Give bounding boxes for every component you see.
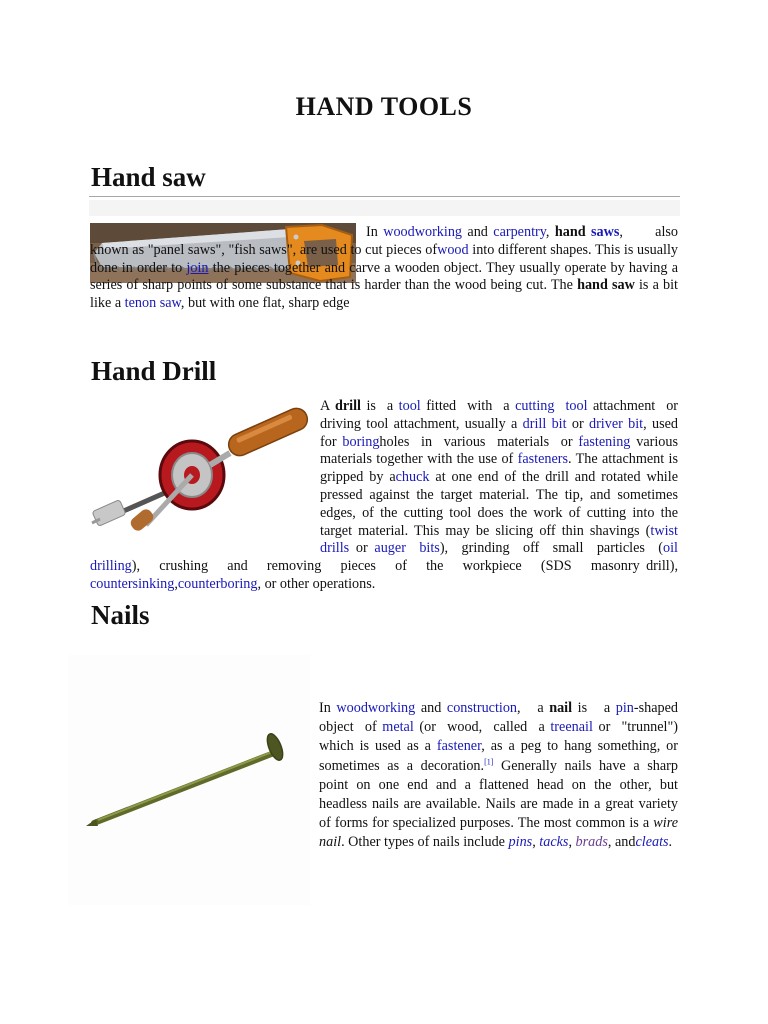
text: , used for (320, 415, 678, 450)
text: at one end of the drill and rotated while pressed against the target material. The tip, and sometimes edges, of the cutting tool does the work of cutting into the target material. This may be slicing off thin shavings ( (320, 469, 678, 539)
text: attachment or driving tool attachment, usually a (320, 398, 682, 432)
link-woodworking[interactable]: woodworking (336, 700, 416, 716)
italic-term: wire nail (319, 815, 678, 851)
text: . Other types of nails include (341, 834, 509, 851)
link-saws[interactable]: saws (590, 224, 620, 240)
text: the pieces together and carve a wooden object. They usually operate by having a series of sharp points of some substance that is harder than the wood being cut. The (90, 259, 678, 294)
link-treenail[interactable]: treenail (550, 719, 593, 736)
text: fitted with a (420, 398, 516, 414)
link-woodworking[interactable]: woodworking (383, 224, 463, 240)
text: is a (572, 700, 616, 716)
text: is a (360, 398, 399, 414)
text: . The attachment is gripped by a (320, 451, 678, 486)
text: In (366, 224, 384, 240)
text: Generally nails have a sharp point on one end and a flattened head on the other, but headless nails are available. Nails are made in a great variety of forms for specialized purposes. The most common is a (319, 757, 678, 832)
nail-image (68, 655, 310, 910)
link-fastening[interactable]: fastening (578, 433, 631, 450)
text: , a (517, 700, 550, 716)
link-chuck[interactable]: chuck (395, 469, 430, 486)
link-drill-bit[interactable]: drill bit (522, 415, 567, 432)
link-carpentry[interactable]: carpentry (493, 224, 546, 240)
link-wood[interactable]: wood (437, 241, 469, 258)
link-tacks[interactable]: tacks (539, 834, 569, 851)
link-auger-bits[interactable]: auger bits (374, 540, 440, 557)
link-twist-drills[interactable]: twist drills (320, 522, 678, 557)
text: holes in various materials or (379, 433, 579, 450)
link-counterboring[interactable]: counterboring (177, 575, 258, 592)
link-fasteners[interactable]: fasteners (517, 451, 569, 468)
text: , also known as "panel saws", "fish saws", are used to cut pieces of (90, 224, 682, 258)
text: . (668, 834, 673, 851)
link-pin[interactable]: pin (615, 700, 634, 716)
text: , and (607, 834, 636, 851)
text: (or wood, called a (413, 719, 551, 736)
text: is a bit like a (90, 277, 678, 312)
link-pins[interactable]: pins (508, 834, 533, 851)
bold-term: hand (554, 224, 591, 240)
text: , (568, 834, 576, 851)
section-heading-hand-saw: Hand saw (91, 162, 206, 192)
link-tool[interactable]: tool (398, 398, 421, 414)
text: , (174, 575, 178, 592)
link-cleats[interactable]: cleats (635, 834, 669, 851)
text: , but with one flat, sharp edge (180, 295, 350, 312)
link-oil-drilling[interactable]: oil drilling (90, 540, 678, 575)
text: ), crushing and removing pieces of the workpiece (SDS masonry drill), (131, 558, 682, 575)
text: -shaped object of (319, 700, 682, 736)
text: A (320, 398, 335, 414)
link-boring[interactable]: boring (342, 433, 380, 450)
section-divider (89, 196, 680, 197)
text: or (566, 415, 589, 432)
link-tenon-saw[interactable]: tenon saw (124, 295, 181, 312)
text: various materials together with the use of (320, 433, 678, 468)
bold-term: hand saw (577, 277, 635, 294)
section-heading-hand-drill: Hand Drill (91, 356, 217, 386)
link-join[interactable]: join (186, 259, 209, 276)
hand-saw-paragraph (90, 224, 682, 313)
link-brads[interactable]: brads (575, 834, 608, 851)
citation-link[interactable]: [1] (484, 756, 494, 766)
link-construction[interactable]: construction (446, 700, 518, 716)
text: or "trunnel") which is used as a (319, 719, 682, 755)
float-spacer (90, 398, 320, 542)
hand-drill-paragraph (90, 398, 682, 594)
section-heading-nails: Nails (91, 600, 150, 630)
text: and (415, 700, 447, 716)
text: In (319, 700, 337, 716)
link-fastener[interactable]: fastener (436, 738, 482, 755)
text: ), grinding off small particles ( (439, 540, 664, 557)
section-shade (89, 200, 680, 216)
text: or (349, 540, 375, 557)
text: into different shapes. This is usually done in order to (90, 241, 678, 276)
bold-term: drill (334, 398, 361, 414)
link-cutting-tool[interactable]: cutting tool (515, 398, 588, 414)
text: and (462, 224, 494, 240)
link-countersinking[interactable]: countersinking (90, 575, 175, 592)
text: , or other operations. (257, 575, 376, 592)
link-metal[interactable]: metal (382, 719, 414, 736)
bold-term: nail (549, 700, 573, 716)
page-title: HAND TOOLS (295, 92, 473, 121)
link-driver-bit[interactable]: driver bit (588, 415, 644, 432)
text: , as a peg to hang something, or sometimes as a decoration. (319, 738, 678, 774)
text: , (545, 224, 555, 240)
text: , (532, 834, 540, 851)
nails-paragraph (319, 699, 682, 853)
